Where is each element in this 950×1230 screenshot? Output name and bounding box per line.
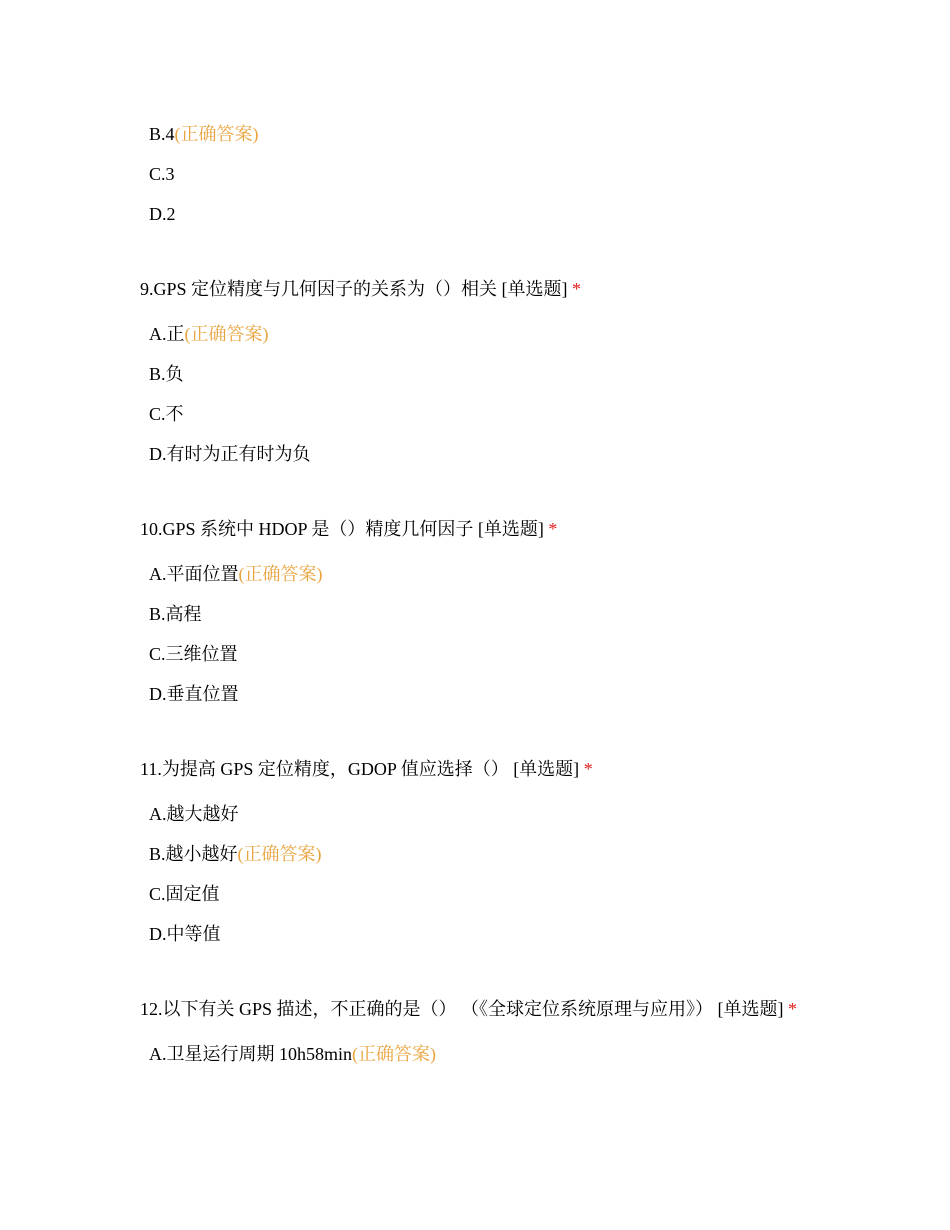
correct-answer-marker: (正确答案) [174, 124, 259, 144]
option-item[interactable] [140, 434, 800, 474]
option-item[interactable] [140, 1034, 800, 1074]
question-title [140, 511, 800, 548]
required-marker: * [548, 519, 558, 539]
option-item[interactable] [140, 874, 800, 914]
option-label: C.三维位置 [149, 644, 238, 664]
option-label: D.有时为正有时为负 [149, 444, 311, 464]
question-title [140, 991, 800, 1028]
option-label: D.中等值 [149, 924, 221, 944]
option-label: B.越小越好 [149, 844, 238, 864]
option-label: C.不 [149, 404, 184, 424]
question-title [140, 751, 800, 788]
option-item[interactable] [140, 154, 800, 194]
option-label: A.卫星运行周期 10h58min [149, 1044, 353, 1064]
option-item[interactable] [140, 914, 800, 954]
required-marker: * [572, 279, 582, 299]
option-item[interactable] [140, 674, 800, 714]
option-item[interactable] [140, 834, 800, 874]
option-item[interactable] [140, 354, 800, 394]
question-title [140, 271, 800, 308]
required-marker: * [583, 759, 593, 779]
option-label: C.3 [149, 164, 175, 184]
option-item[interactable] [140, 394, 800, 434]
option-label: B.负 [149, 364, 184, 384]
option-item[interactable] [140, 554, 800, 594]
correct-answer-marker: (正确答案) [238, 564, 323, 584]
option-label: D.垂直位置 [149, 684, 239, 704]
correct-answer-marker: (正确答案) [352, 1044, 437, 1064]
required-marker: * [788, 999, 798, 1019]
option-label: A.正 [149, 324, 185, 344]
option-item[interactable] [140, 634, 800, 674]
option-label: B.4 [149, 124, 175, 144]
option-item[interactable] [140, 794, 800, 834]
option-item[interactable] [140, 114, 800, 154]
option-item[interactable] [140, 314, 800, 354]
option-label: D.2 [149, 204, 176, 224]
option-item[interactable] [140, 594, 800, 634]
option-label: C.固定值 [149, 884, 220, 904]
question-text: 11.为提高 GPS 定位精度，GDOP 值应选择（） [单选题] [140, 759, 584, 779]
question-text: 10.GPS 系统中 HDOP 是（）精度几何因子 [单选题] [140, 519, 549, 539]
option-label: B.高程 [149, 604, 202, 624]
question-list [140, 114, 800, 1074]
question-text: 9.GPS 定位精度与几何因子的关系为（）相关 [单选题] [140, 279, 573, 299]
correct-answer-marker: (正确答案) [237, 844, 322, 864]
correct-answer-marker: (正确答案) [184, 324, 269, 344]
question-text: 12.以下有关 GPS 描述，不正确的是（） （《全球定位系统原理与应用》） [单选题] [140, 999, 789, 1019]
option-item[interactable] [140, 194, 800, 234]
option-label: A.越大越好 [149, 804, 239, 824]
option-label: A.平面位置 [149, 564, 239, 584]
